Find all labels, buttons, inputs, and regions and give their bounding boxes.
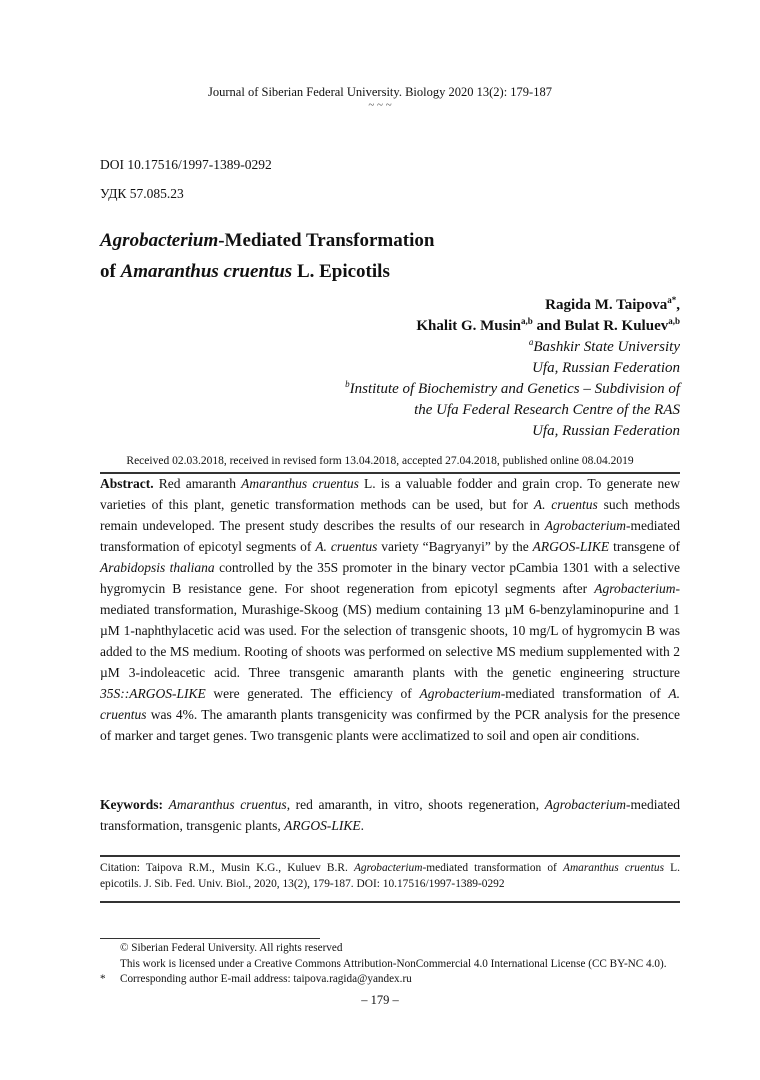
author-name: Khalit G. Musin: [416, 318, 521, 334]
italic-text: A. cruentus: [100, 686, 680, 722]
text-segment: -mediated transformation of: [422, 862, 563, 874]
affiliation-b-city: Ufa, Russian Federation: [532, 423, 680, 439]
italic-text: ARGOS-LIKE: [284, 818, 361, 833]
text-segment: -mediated transformation of: [500, 686, 669, 701]
author-name: Ragida M. Taipova: [545, 297, 668, 313]
author-sup: a,b: [521, 316, 533, 326]
affiliation-b: [345, 379, 680, 400]
udk-code: УДК 57.085.23: [100, 186, 184, 201]
title-line-2: [100, 256, 434, 287]
italic-text: Agrobacterium: [544, 518, 627, 533]
italic-text: Amaranthus cruentus: [168, 797, 287, 812]
text-segment: -mediated transformation, Murashige-Skoog (MS) medium containing 13 µM 6-benzylaminopurine and 1 µM 1-naphthylacetic acid was used. For the selection of transgenic shoots, 10 mg/L of hygromycin B was added to the MS medium. Rooting of shoots was performed on selective MS medium supplemented with 2 µM 3-indoleacetic acid. Three transgenic amaranth plants with the genetic engineering structure: [100, 581, 680, 680]
title-line-1: [100, 225, 434, 256]
italic-text: Agrobacterium: [353, 862, 423, 874]
author-sup: a,b: [668, 316, 680, 326]
aff-name: Institute of Biochemistry and Genetics – Subdivision of: [349, 381, 680, 397]
text-segment: -Mediated Transformation: [218, 230, 435, 251]
aff-name: Bashkir State University: [533, 339, 680, 355]
italic-text: Agrobacterium: [544, 797, 627, 812]
author-line-1: [345, 295, 680, 316]
author-name: Bulat R. Kuluev: [564, 318, 669, 334]
italic-text: Amaranthus cruentus: [562, 862, 665, 874]
italic-text: ARGOS-LIKE: [532, 539, 610, 554]
header-ornament: ~ ~ ~: [368, 99, 392, 111]
text-segment: -mediated transformation of epicotyl segments of: [100, 518, 680, 554]
aff-sup: b: [345, 379, 350, 389]
label-text: Abstract.: [100, 476, 154, 491]
keywords: [100, 794, 680, 836]
article-title: [100, 225, 434, 287]
text-segment: L. Epicotils: [292, 261, 390, 282]
italic-text: Agrobacterium: [419, 686, 501, 701]
text-segment: , red amaranth, in vitro, shoots regeneration,: [286, 797, 545, 812]
italic-text: Arabidopsis thaliana: [100, 560, 215, 575]
text-segment: was 4%. The amaranth plants transgenicity was confirmed by the PCR analysis for the presence of marker and target genes. Two transgenic plants were acclimatized to soil and open air conditions.: [100, 707, 680, 743]
affiliation-a: [345, 337, 680, 358]
authors-block: [345, 295, 680, 442]
license-note: This work is licensed under a Creative Commons Attribution-NonCommercial 4.0 International License (CC BY-NC 4.0).: [120, 957, 667, 970]
affiliation-a-city: Ufa, Russian Federation: [532, 360, 680, 376]
aff-sup: a: [528, 337, 534, 347]
text-segment: were generated. The efficiency of: [205, 686, 420, 701]
text-segment: of: [100, 261, 121, 282]
italic-text: Amaranthus cruentus: [120, 261, 293, 282]
footnote-divider: [100, 938, 320, 939]
punct: ,: [676, 297, 680, 313]
italic-text: Agrobacterium: [594, 581, 676, 596]
italic-text: Amaranthus cruentus: [241, 476, 359, 491]
text-segment: transgene of: [609, 539, 680, 554]
text-segment: L. epicotils. J. Sib. Fed. Univ. Biol., 2020, 13(2), 179-187. DOI: 10.17516/1997-1389-0292: [100, 862, 680, 890]
page-number: – 179 –: [361, 993, 399, 1007]
text-segment: L. is a valuable fodder and grain crop. To generate new varieties of this plant, genetic transformation methods can be used, but for: [100, 476, 680, 512]
italic-text: Agrobacterium: [100, 230, 219, 251]
text-segment: controlled by the 35S promoter in the binary vector pCambia 1301 with a selective hygromycin B resistance gene. For shoot regeneration from epicotyl segments after: [100, 560, 680, 596]
text-segment: such methods remain undeveloped. The present study describes the results of our research in: [100, 497, 680, 533]
copyright-note: © Siberian Federal University. All rights reserved: [120, 942, 343, 954]
divider: [100, 901, 680, 903]
footnotes: [100, 941, 700, 988]
conjunction: and: [532, 318, 565, 334]
received-dates: Received 02.03.2018, received in revised form 13.04.2018, accepted 27.04.2018, published online 08.04.2019: [126, 455, 634, 467]
asterisk: *: [100, 973, 106, 985]
author-sup: a*: [667, 295, 677, 305]
abstract: [100, 473, 680, 746]
italic-text: A. cruentus: [533, 497, 598, 512]
corresponding-email: Corresponding author E-mail address: taipova.ragida@yandex.ru: [120, 973, 412, 985]
text-segment: Citation: Taipova R.M., Musin K.G., Kuluev B.R.: [100, 862, 354, 874]
journal-header: Journal of Siberian Federal University. Biology 2020 13(2): 179-187: [208, 85, 552, 99]
text-segment: Red amaranth: [153, 476, 242, 491]
italic-text: A. cruentus: [315, 539, 378, 554]
divider: [100, 855, 680, 857]
doi: DOI 10.17516/1997-1389-0292: [100, 157, 272, 172]
affiliation-b-line2: the Ufa Federal Research Centre of the RAS: [414, 402, 680, 418]
italic-text: 35S::ARGOS-LIKE: [100, 686, 206, 701]
text-segment: -mediated transformation, transgenic plants,: [100, 797, 680, 833]
text-segment: variety “Bagryanyi” by the: [377, 539, 533, 554]
text-segment: .: [360, 818, 364, 833]
label-text: Keywords:: [100, 797, 163, 812]
corresponding-note: [100, 972, 700, 988]
author-line-2: [345, 316, 680, 337]
citation: [100, 860, 680, 892]
